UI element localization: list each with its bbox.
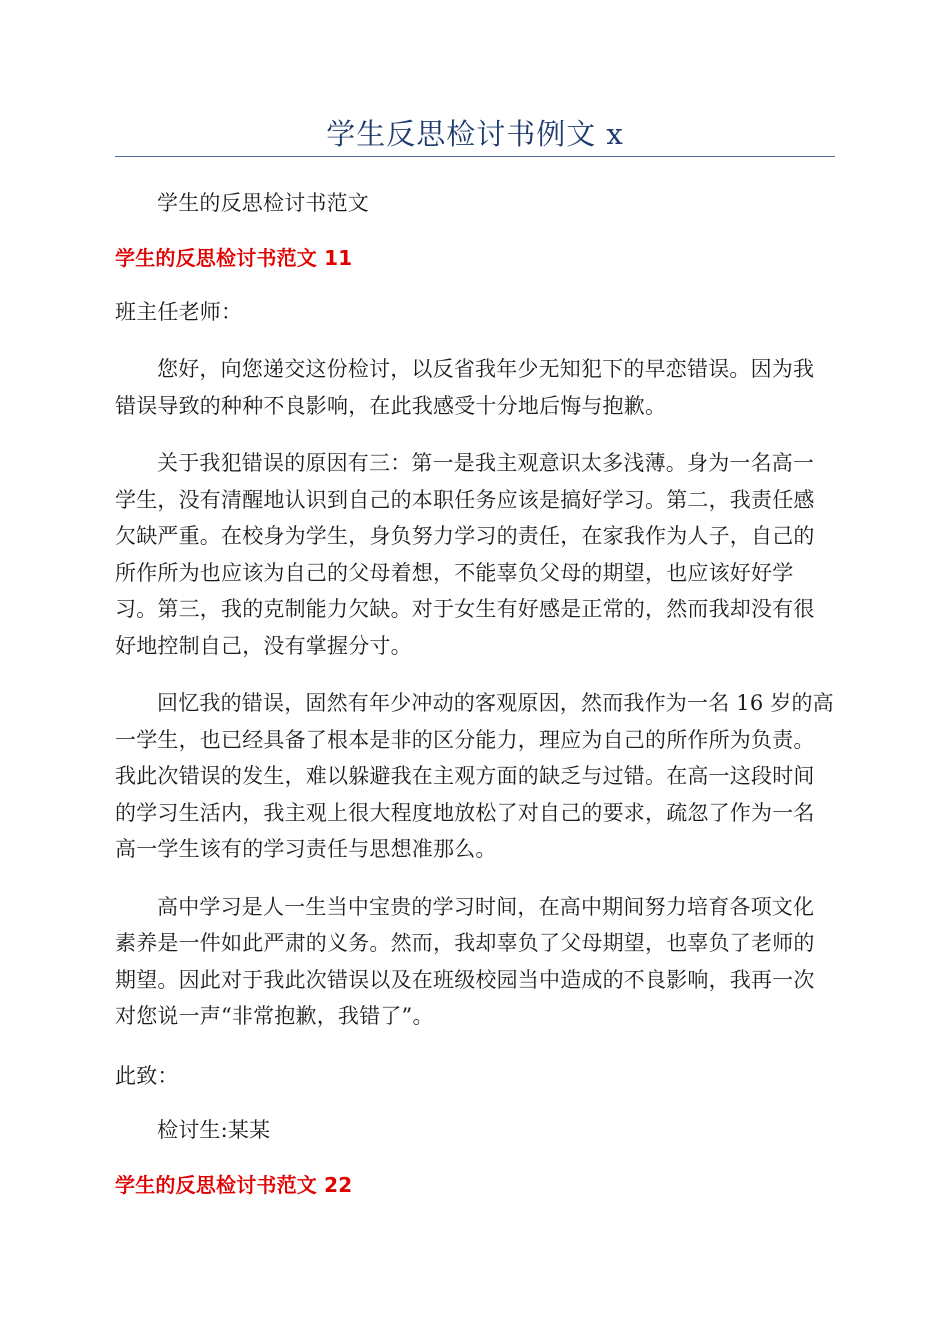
signature-line: 检讨生:某某 [157, 1118, 271, 1142]
body-paragraph-2: 关于我犯错误的原因有三：第一是我主观意识太多浅薄。身为一名高一学生，没有清醒地认识到自己的本职任务应该是搞好学习。第二，我责任感欠缺严重。在校身为学生，身负努力学习的责任，在家我作为人子，自己的所作所为也应该为自己的父母着想，不能辜负父母的期望，也应该好好学习。第三，我的克制能力欠缺。对于女生有好感是正常的，然而我却没有很好地控制自己，没有掌握分寸。 [115, 451, 815, 658]
section-heading-2: 学生的反思检讨书范文 22 [115, 1172, 353, 1197]
body-paragraph-4: 高中学习是人一生当中宝贵的学习时间，在高中期间努力培育各项文化素养是一件如此严肃的义务。然而，我却辜负了父母期望，也辜负了老师的期望。因此对于我此次错误以及在班级校园当中造成的不良影响，我再一次对您说一声“非常抱歉，我错了”。 [115, 894, 815, 1028]
salutation: 班主任老师： [115, 299, 243, 324]
section-heading-1: 学生的反思检讨书范文 11 [115, 245, 353, 270]
body-paragraph-1: 您好，向您递交这份检讨，以反省我年少无知犯下的早恋错误。因为我错误导致的种种不良影响，在此我感受十分地后悔与抱歉。 [115, 357, 815, 418]
title-divider [115, 156, 835, 157]
document-subtitle: 学生的反思检讨书范文 [157, 191, 369, 215]
document-title: 学生反思检讨书例文 x [326, 117, 624, 151]
closing-line: 此致： [115, 1063, 179, 1088]
body-paragraph-3: 回忆我的错误，固然有年少冲动的客观原因，然而我作为一名 16 岁的高一学生，也已经具备了根本是非的区分能力，理应为自己的所作所为负责。我此次错误的发生，难以躲避我在主观方面的缺乏与过错。在高一这段时间的学习生活内，我主观上很大程度地放松了对自己的要求，疏忽了作为一名高一学生该有的学习责任与思想准那么。 [115, 691, 834, 861]
